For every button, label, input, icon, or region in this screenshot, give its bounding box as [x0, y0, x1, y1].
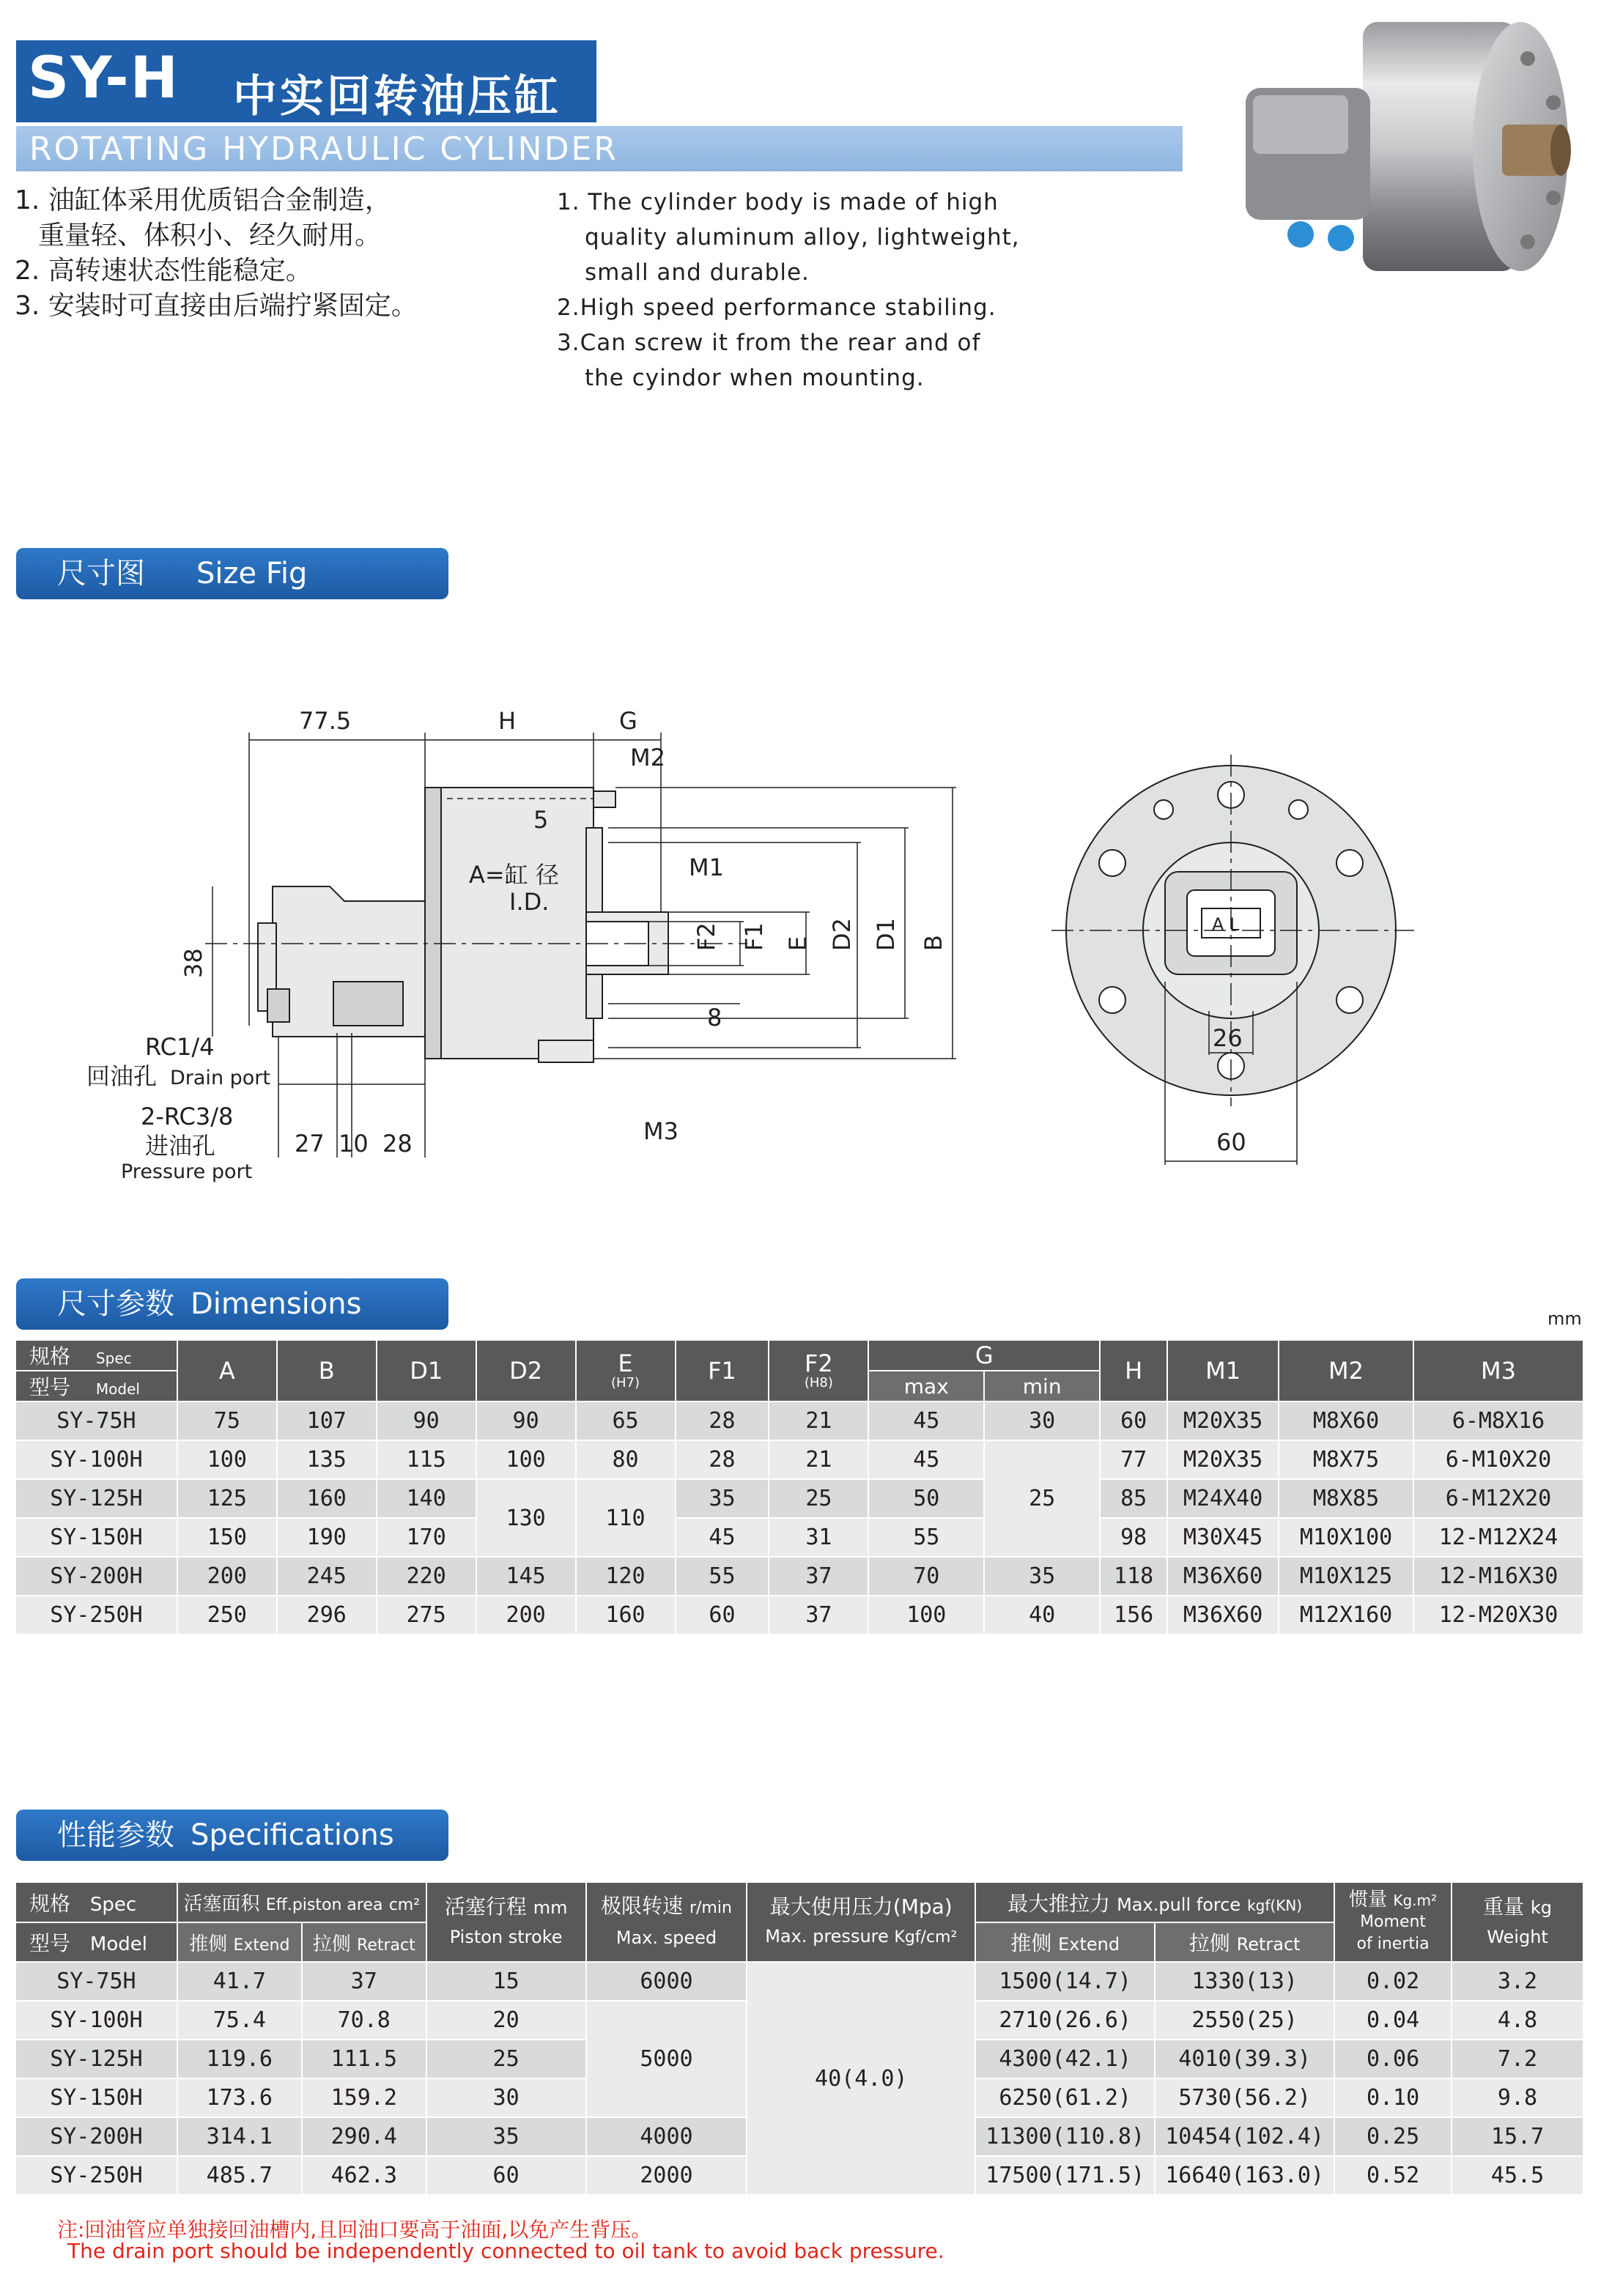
cell-area-ret: 159.2	[302, 2078, 426, 2117]
col-D1: D1	[377, 1341, 476, 1401]
specifications-table	[16, 1883, 1584, 2196]
feature-en-line: quality aluminum alloy, lightweight,	[585, 224, 1020, 251]
cell-stroke: 15	[426, 1962, 586, 2001]
cell-model: SY-150H	[16, 1518, 177, 1557]
cell-h: 118	[1100, 1557, 1167, 1596]
col-force-extend: 推侧 Extend	[975, 1922, 1155, 1962]
col-B: B	[277, 1341, 377, 1401]
label-38: 38	[180, 948, 207, 978]
cell-model: SY-200H	[16, 2117, 177, 2156]
cell-speed: 2000	[586, 2156, 747, 2195]
label-drain-en: Drain port	[170, 1067, 270, 1089]
cell-a: 75	[177, 1401, 277, 1440]
cell-e: 120	[576, 1557, 676, 1596]
cell-weight: 3.2	[1452, 1962, 1583, 2001]
spec-header: 规格 Spec	[16, 1883, 177, 1922]
front-view	[1051, 755, 1414, 1165]
cell-m2: M8X60	[1279, 1401, 1413, 1440]
cell-weight: 9.8	[1452, 2078, 1583, 2117]
chinese-title: 中实回转油压缸	[233, 71, 561, 122]
cell-force-ext: 6250(61.2)	[975, 2078, 1155, 2117]
cell-f1: 28	[676, 1440, 769, 1479]
cell-force-ext: 11300(110.8)	[975, 2117, 1155, 2156]
cell-force-ret: 2550(25)	[1155, 2001, 1334, 2040]
col-M1: M1	[1167, 1341, 1279, 1401]
cell-f2: 21	[769, 1440, 868, 1479]
cell-b: 135	[277, 1440, 377, 1479]
cell-force-ext: 17500(171.5)	[975, 2156, 1155, 2195]
label-AL: A L	[1212, 914, 1240, 935]
cell-inertia: 0.10	[1334, 2078, 1452, 2117]
cell-m3: 12-M20X30	[1413, 1596, 1583, 1634]
label-D1: D1	[872, 918, 900, 951]
cell-f2: 37	[769, 1557, 868, 1596]
cell-model: SY-100H	[16, 2001, 177, 2040]
label-rc38: 2-RC3/8	[141, 1103, 234, 1130]
cell-d1: 90	[377, 1401, 476, 1440]
cell-m1: M20X35	[1167, 1440, 1279, 1479]
cell-m1: M24X40	[1167, 1479, 1279, 1518]
cell-d1: 140	[377, 1479, 476, 1518]
feature-cn-line: 重量轻、体积小、经久耐用。	[38, 221, 382, 251]
cell-f1: 60	[676, 1596, 769, 1634]
cell-m2: M8X75	[1279, 1440, 1413, 1479]
cell-model: SY-125H	[16, 1479, 177, 1518]
col-piston-area: 活塞面积 Eff.piston area cm²	[177, 1883, 426, 1922]
feature-en-line: the cyindor when mounting.	[585, 365, 925, 391]
cell-model: SY-75H	[16, 1962, 177, 2001]
cell-d1: 275	[377, 1596, 476, 1634]
cell-m1: M20X35	[1167, 1401, 1279, 1440]
cell-weight: 4.8	[1452, 2001, 1583, 2040]
cell-e: 80	[576, 1440, 676, 1479]
cell-weight: 45.5	[1452, 2156, 1583, 2195]
col-speed: 极限转速 r/min Max. speed	[586, 1883, 747, 1962]
cell-b: 160	[277, 1479, 377, 1518]
cell-m1: M30X45	[1167, 1518, 1279, 1557]
subtitle: ROTATING HYDRAULIC CYLINDER	[29, 130, 618, 168]
col-E: E (H7)	[576, 1341, 676, 1401]
label-G: G	[619, 707, 637, 735]
size-drawing	[0, 689, 1601, 1201]
cell-f2: 21	[769, 1401, 868, 1440]
note-en: The drain port should be independently connected to oil tank to avoid back pressure.	[67, 2239, 944, 2263]
col-stroke: 活塞行程 mm Piston stroke	[426, 1883, 586, 1962]
col-M2: M2	[1279, 1341, 1413, 1401]
cell-a: 125	[177, 1479, 277, 1518]
cell-a: 150	[177, 1518, 277, 1557]
cell-model: SY-250H	[16, 1596, 177, 1634]
cell-area-ext: 119.6	[177, 2040, 302, 2078]
cell-f1: 28	[676, 1401, 769, 1440]
cell-force-ret: 16640(163.0)	[1155, 2156, 1334, 2195]
cell-area-ret: 111.5	[302, 2040, 426, 2078]
col-weight: 重量 kg Weight	[1452, 1883, 1583, 1962]
cell-m2: M10X100	[1279, 1518, 1413, 1557]
cell-m2: M8X85	[1279, 1479, 1413, 1518]
cell-e: 160	[576, 1596, 676, 1634]
label-28: 28	[382, 1130, 413, 1158]
cell-m2: M12X160	[1279, 1596, 1413, 1634]
feature-cn-line: 1. 油缸体采用优质铝合金制造，	[15, 185, 391, 215]
cell-speed: 5000	[586, 2001, 747, 2117]
table-row	[16, 1440, 1583, 1479]
cell-m3: 12-M16X30	[1413, 1557, 1583, 1596]
col-F2: F2 (H8)	[769, 1341, 868, 1401]
cell-h: 85	[1100, 1479, 1167, 1518]
cell-m1: M36X60	[1167, 1557, 1279, 1596]
cell-e: 65	[576, 1401, 676, 1440]
cell-m1: M36X60	[1167, 1596, 1279, 1634]
cell-d1: 220	[377, 1557, 476, 1596]
section-dims-cn: 尺寸参数	[57, 1287, 174, 1321]
cell-b: 296	[277, 1596, 377, 1634]
cell-model: SY-100H	[16, 1440, 177, 1479]
section-specs-cn: 性能参数	[57, 1818, 174, 1852]
cell-gmax: 100	[868, 1596, 984, 1634]
label-rc14: RC1/4	[145, 1033, 215, 1061]
cell-model: SY-75H	[16, 1401, 177, 1440]
feature-en-line: small and durable.	[585, 259, 810, 286]
cell-inertia: 0.52	[1334, 2156, 1452, 2195]
cell-f1: 45	[676, 1518, 769, 1557]
label-F1: F1	[740, 922, 768, 951]
cell-area-ret: 37	[302, 1962, 426, 2001]
cell-gmin: 25	[984, 1440, 1100, 1557]
label-pressure-en: Pressure port	[121, 1160, 253, 1183]
model-header: 型号 Model	[16, 1371, 177, 1401]
section-dims-en: Dimensions	[191, 1287, 362, 1321]
features-en	[557, 185, 1020, 396]
cell-area-ret: 462.3	[302, 2156, 426, 2195]
section-size-fig	[16, 548, 448, 599]
cell-weight: 15.7	[1452, 2117, 1583, 2156]
cell-gmax: 45	[868, 1401, 984, 1440]
table-row	[16, 1479, 1583, 1518]
cell-d2: 100	[476, 1440, 576, 1479]
table-row	[16, 1401, 1583, 1440]
col-M3: M3	[1413, 1341, 1583, 1401]
cell-m3: 6-M8X16	[1413, 1401, 1583, 1440]
section-dimensions	[16, 1278, 448, 1330]
cell-model: SY-200H	[16, 1557, 177, 1596]
note-cn: 注:回油管应单独接回油槽内,且回油口要高于油面,以免产生背压。	[57, 2218, 652, 2242]
col-pressure: 最大使用压力(Mpa) Max. pressure Kgf/cm²	[747, 1883, 975, 1962]
col-F1: F1	[676, 1341, 769, 1401]
cell-gmax: 70	[868, 1557, 984, 1596]
label-26: 26	[1213, 1024, 1243, 1052]
col-G-min: min	[984, 1371, 1100, 1401]
cell-d1: 115	[377, 1440, 476, 1479]
cell-force-ext: 2710(26.6)	[975, 2001, 1155, 2040]
section-size-en: Size Fig	[196, 557, 308, 590]
cell-gmin: 30	[984, 1401, 1100, 1440]
feature-en-line: 2.High speed performance stabiling.	[557, 295, 997, 321]
cell-area-ext: 41.7	[177, 1962, 302, 2001]
col-force: 最大推拉力 Max.pull force kgf(KN)	[975, 1883, 1334, 1922]
cell-area-ext: 485.7	[177, 2156, 302, 2195]
cell-model: SY-125H	[16, 2040, 177, 2078]
model-title: SY-H	[28, 45, 180, 111]
table-row	[16, 1557, 1583, 1596]
label-M2: M2	[630, 744, 665, 771]
label-5: 5	[533, 806, 549, 834]
cell-stroke: 30	[426, 2078, 586, 2117]
cell-f2: 37	[769, 1596, 868, 1634]
cell-area-ext: 173.6	[177, 2078, 302, 2117]
cell-force-ret: 5730(56.2)	[1155, 2078, 1334, 2117]
label-27: 27	[295, 1130, 325, 1158]
cell-h: 98	[1100, 1518, 1167, 1557]
col-inertia: 惯量 Kg.m² Moment of inertia	[1334, 1883, 1452, 1962]
cell-d2: 130	[476, 1479, 576, 1557]
cell-f1: 55	[676, 1557, 769, 1596]
cell-f2: 25	[769, 1479, 868, 1518]
cell-gmin: 35	[984, 1557, 1100, 1596]
cell-area-ext: 75.4	[177, 2001, 302, 2040]
cell-force-ret: 4010(39.3)	[1155, 2040, 1334, 2078]
label-M3: M3	[643, 1117, 679, 1145]
label-E: E	[784, 936, 812, 951]
col-D2: D2	[476, 1341, 576, 1401]
col-H: H	[1100, 1341, 1167, 1401]
cell-area-ret: 290.4	[302, 2117, 426, 2156]
cell-speed: 4000	[586, 2117, 747, 2156]
cell-h: 156	[1100, 1596, 1167, 1634]
spec-header: 规格 Spec	[16, 1341, 177, 1371]
section-specifications	[16, 1810, 448, 1861]
col-A: A	[177, 1341, 277, 1401]
label-ID: I.D.	[509, 888, 550, 916]
table-row	[16, 1596, 1583, 1634]
cell-gmin: 40	[984, 1596, 1100, 1634]
label-D2: D2	[828, 918, 856, 951]
label-B: B	[920, 935, 947, 951]
section-specs-en: Specifications	[191, 1818, 394, 1852]
cell-d1: 170	[377, 1518, 476, 1557]
cell-area-ret: 70.8	[302, 2001, 426, 2040]
cell-h: 77	[1100, 1440, 1167, 1479]
cell-model: SY-250H	[16, 2156, 177, 2195]
col-area-retract: 拉侧 Retract	[302, 1922, 426, 1962]
cell-d2: 200	[476, 1596, 576, 1634]
cell-d2: 145	[476, 1557, 576, 1596]
table-row	[16, 1518, 1583, 1557]
label-F2: F2	[692, 922, 720, 951]
col-force-retract: 拉侧 Retract	[1155, 1922, 1334, 1962]
cell-d2: 90	[476, 1401, 576, 1440]
cell-b: 107	[277, 1401, 377, 1440]
cell-a: 100	[177, 1440, 277, 1479]
cell-gmax: 45	[868, 1440, 984, 1479]
cell-inertia: 0.25	[1334, 2117, 1452, 2156]
feature-en-line: 1. The cylinder body is made of high	[557, 189, 999, 215]
label-drain-cn: 回油孔	[86, 1062, 158, 1090]
label-77-5: 77.5	[299, 707, 352, 735]
features-cn	[15, 183, 418, 324]
col-G: G	[868, 1341, 1100, 1371]
feature-en-line: 3.Can screw it from the rear and of	[557, 330, 981, 356]
cell-stroke: 60	[426, 2156, 586, 2195]
label-M1: M1	[689, 853, 724, 881]
cell-inertia: 0.02	[1334, 1962, 1452, 2001]
cell-a: 250	[177, 1596, 277, 1634]
cell-b: 245	[277, 1557, 377, 1596]
label-pressure-cn: 进油孔	[145, 1132, 216, 1160]
cell-f1: 35	[676, 1479, 769, 1518]
cell-b: 190	[277, 1518, 377, 1557]
col-G-max: max	[868, 1371, 984, 1401]
cell-gmax: 55	[868, 1518, 984, 1557]
table-row	[16, 1962, 1583, 2001]
cell-weight: 7.2	[1452, 2040, 1583, 2078]
cell-a: 200	[177, 1557, 277, 1596]
cell-m3: 6-M12X20	[1413, 1479, 1583, 1518]
cell-m2: M10X125	[1279, 1557, 1413, 1596]
label-H: H	[498, 707, 517, 735]
cell-gmax: 50	[868, 1479, 984, 1518]
section-size-cn: 尺寸图	[57, 557, 145, 590]
col-area-extend: 推侧 Extend	[177, 1922, 302, 1962]
cylinder-side-body	[425, 788, 594, 1059]
cell-area-ext: 314.1	[177, 2117, 302, 2156]
cell-force-ext: 4300(42.1)	[975, 2040, 1155, 2078]
feature-cn-line: 3. 安装时可直接由后端拧紧固定。	[15, 291, 418, 321]
label-10: 10	[339, 1130, 369, 1158]
unit-label: mm	[1548, 1308, 1582, 1329]
cell-h: 60	[1100, 1401, 1167, 1440]
label-A: A=缸 径	[469, 861, 559, 889]
cell-stroke: 35	[426, 2117, 586, 2156]
dimensions-table	[16, 1341, 1584, 1635]
cell-inertia: 0.04	[1334, 2001, 1452, 2040]
cell-m3: 12-M12X24	[1413, 1518, 1583, 1557]
cell-pressure: 40(4.0)	[747, 1962, 975, 2195]
product-photo	[1231, 15, 1597, 286]
cell-inertia: 0.06	[1334, 2040, 1452, 2078]
cell-force-ext: 1500(14.7)	[975, 1962, 1155, 2001]
cell-force-ret: 10454(102.4)	[1155, 2117, 1334, 2156]
cell-model: SY-150H	[16, 2078, 177, 2117]
cell-m3: 6-M10X20	[1413, 1440, 1583, 1479]
label-60: 60	[1216, 1128, 1246, 1156]
cell-stroke: 25	[426, 2040, 586, 2078]
label-8: 8	[707, 1004, 722, 1032]
cell-e: 110	[576, 1479, 676, 1557]
feature-cn-line: 2. 高转速状态性能稳定。	[15, 256, 312, 286]
cell-force-ret: 1330(13)	[1155, 1962, 1334, 2001]
cell-f2: 31	[769, 1518, 868, 1557]
model-header: 型号 Model	[16, 1922, 177, 1962]
cell-stroke: 20	[426, 2001, 586, 2040]
cell-speed: 6000	[586, 1962, 747, 2001]
